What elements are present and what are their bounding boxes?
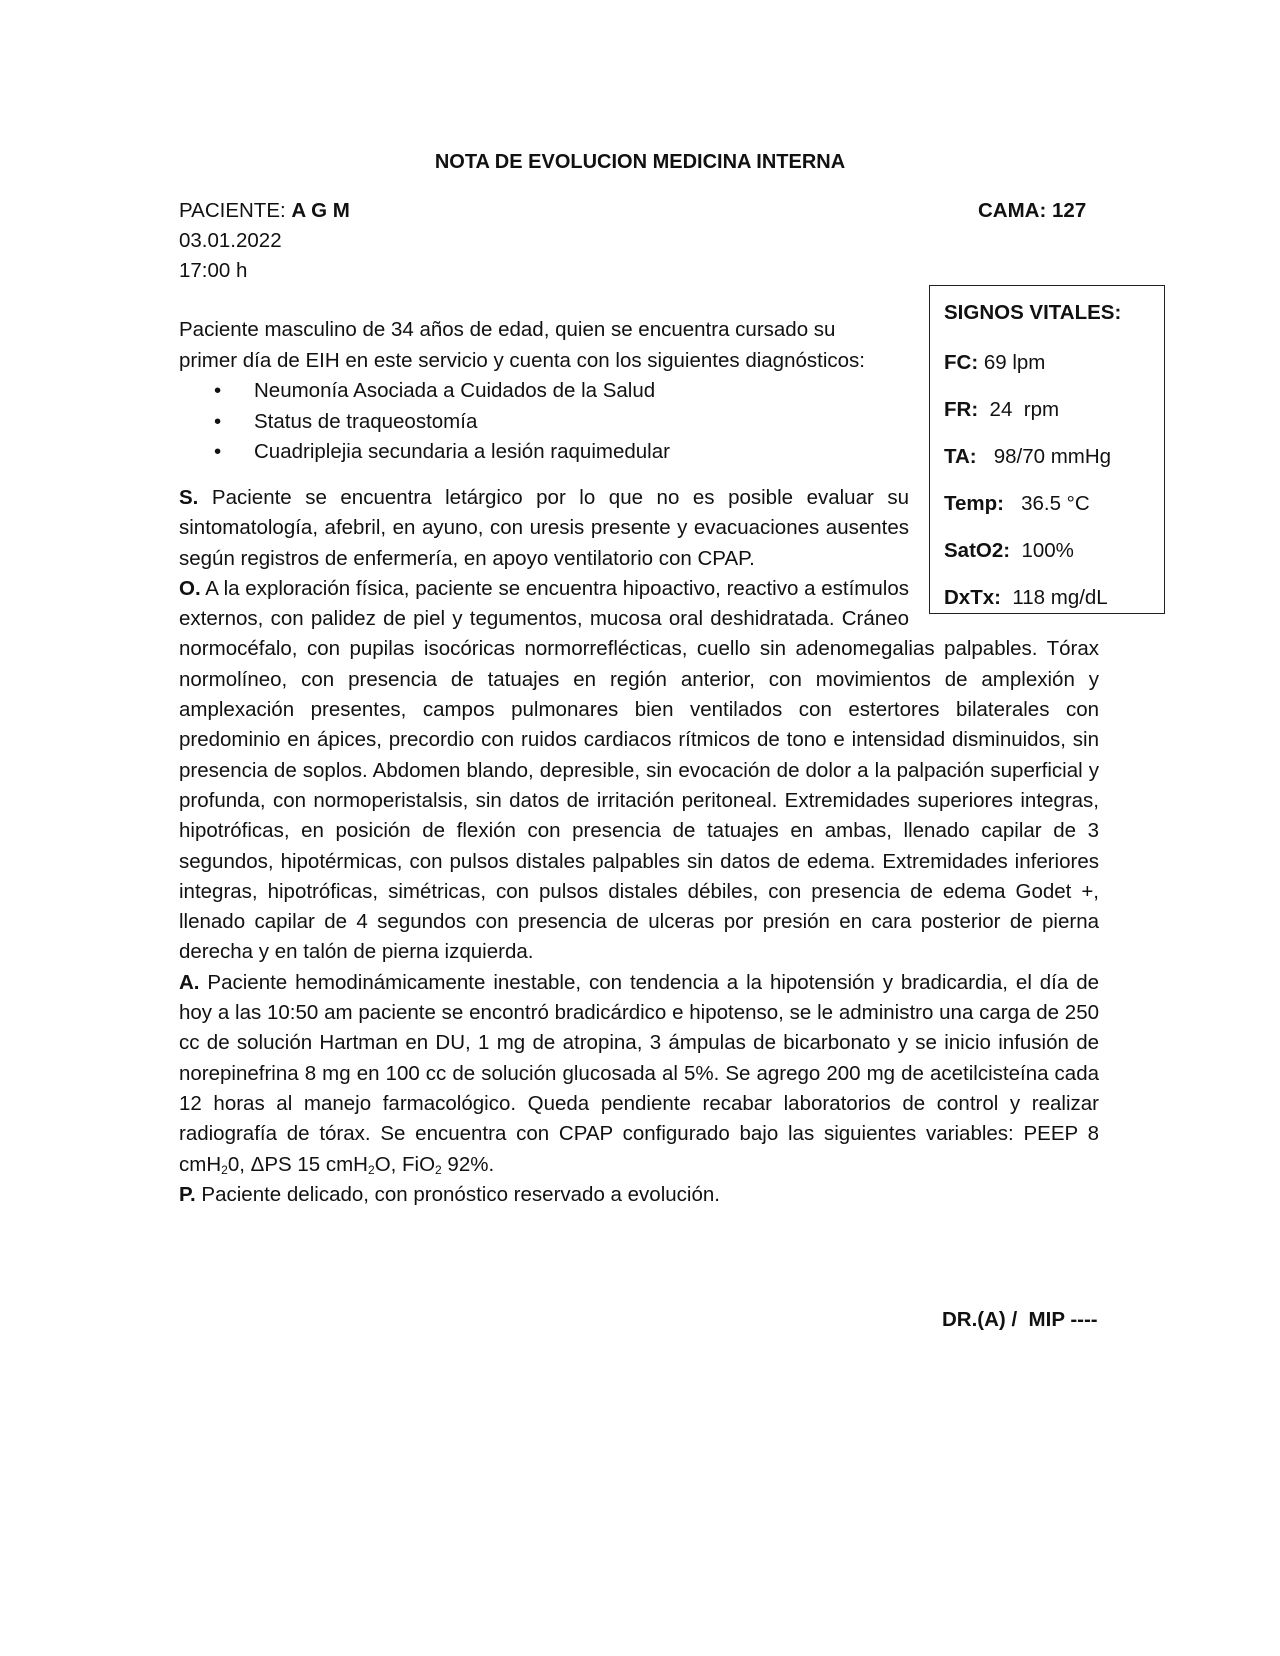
bed-label: CAMA: [978, 199, 1053, 222]
patient-name: A G M [291, 199, 350, 222]
subjective-paragraph: S. Paciente se encuentra letárgico por lo que no es posible evaluar su sintomatología, afebril, en ayuno, con uresis presente y evacuaciones ausentes según registros de enfermería, en apoyo ventilatorio con CPAP. [179, 486, 909, 570]
vital-temp: Temp: 36.5 °C [944, 492, 1090, 515]
vital-sato2: SatO2: 100% [944, 539, 1074, 562]
patient-label: PACIENTE: [179, 199, 292, 222]
bed-line [978, 196, 1086, 226]
signature-line: DR.(A) / MIP ---- [942, 1308, 1098, 1331]
vital-ta: TA: 98/70 mmHg [944, 445, 1112, 468]
objective-paragraph: O. A la exploración física, paciente se encuentra hipoactivo, reactivo a estímulos externos, con palidez de piel y tegumentos, mucosa oral deshidratada. Cráneo normocéfalo, con pupilas isocóricas normorreflécticas, cuello sin adenomegalias palpables. Tórax normolíneo, con presencia de tatuajes en región anterior, con movimientos de amplexión y amplexación presentes, campos pulmonares bien ventilados con estertores bilaterales con predominio en ápices, precordio con ruidos cardiacos rítmicos de tono e intensidad disminuidos, sin presencia de soplos. Abdomen blando, depresible, sin evocación de dolor a la palpación superficial y profunda, con normoperistalsis, sin datos de irritación peritoneal. Extremidades superiores integras, hipotróficas, en posición de flexión con presencia de tatuajes en ambas, llenado capilar de 3 segundos, hipotérmicas, con pulsos distales palpables sin datos de edema. Extremidades inferiores integras, hipotróficas, simétricas, con pulsos distales débiles, con presencia de edema Godet +, llenado capilar de 4 segundos con presencia de ulceras por presión en cara posterior de pierna derecha y en talón de pierna izquierda. [179, 576, 1099, 964]
vital-fr: FR: 24 rpm [944, 398, 1060, 421]
note-time: 17:00 h [179, 259, 248, 282]
list-item: • Status de traqueostomía [179, 407, 879, 438]
p-label: P. [179, 1182, 196, 1206]
document-title: NOTA DE EVOLUCION MEDICINA INTERNA [434, 151, 846, 173]
vital-signs-title: SIGNOS VITALES: [944, 301, 1122, 324]
list-item: • Neumonía Asociada a Cuidados de la Salud [179, 376, 879, 407]
a-label: A. [179, 970, 200, 994]
plan-paragraph: P. Paciente delicado, con pronóstico reservado a evolución. [179, 1182, 720, 1206]
bullet-icon: • [214, 379, 222, 402]
bullet-icon: • [214, 440, 222, 463]
bed-number: 127 [1052, 199, 1087, 222]
list-item: • Cuadriplejia secundaria a lesión raquimedular [179, 437, 879, 468]
diagnosis-list [179, 376, 879, 468]
bullet-icon: • [214, 409, 222, 433]
note-date: 03.01.2022 [179, 229, 282, 252]
vital-fc: FC: 69 lpm [944, 351, 1046, 374]
vital-dxtx: DxTx: 118 mg/dL [944, 586, 1108, 609]
patient-line [179, 196, 350, 226]
o-label: O. [179, 576, 201, 600]
intro-text: Paciente masculino de 34 años de edad, quien se encuentra cursado su primer día de EIH en este servicio y cuenta con los siguientes diagnósticos: [179, 318, 865, 372]
soap-notes [179, 483, 1099, 1210]
assessment-paragraph: A. Paciente hemodinámicamente inestable, con tendencia a la hipotensión y bradicardia, el día de hoy a las 10:50 am paciente se encontró bradicárdico e hipotenso, se le administro una carga de 250 cc de solución Hartman en DU, 1 mg de atropina, 3 ámpulas de bicarbonato y se inicio infusión de norepinefrina 8 mg en 100 cc de solución glucosada al 5%. Se agrego 200 mg de acetilcisteína cada 12 horas al manejo farmacológico. Queda pendiente recabar laboratorios de control y realizar radiografía de tórax. Se encuentra con CPAP configurado bajo las siguientes variables: PEEP 8 cmH$_2$0, ΔPS 15 cmH$_2$O, FiO$_2$ 92%. [179, 970, 1099, 1177]
intro-section [179, 315, 879, 468]
s-label: S. [179, 486, 199, 509]
